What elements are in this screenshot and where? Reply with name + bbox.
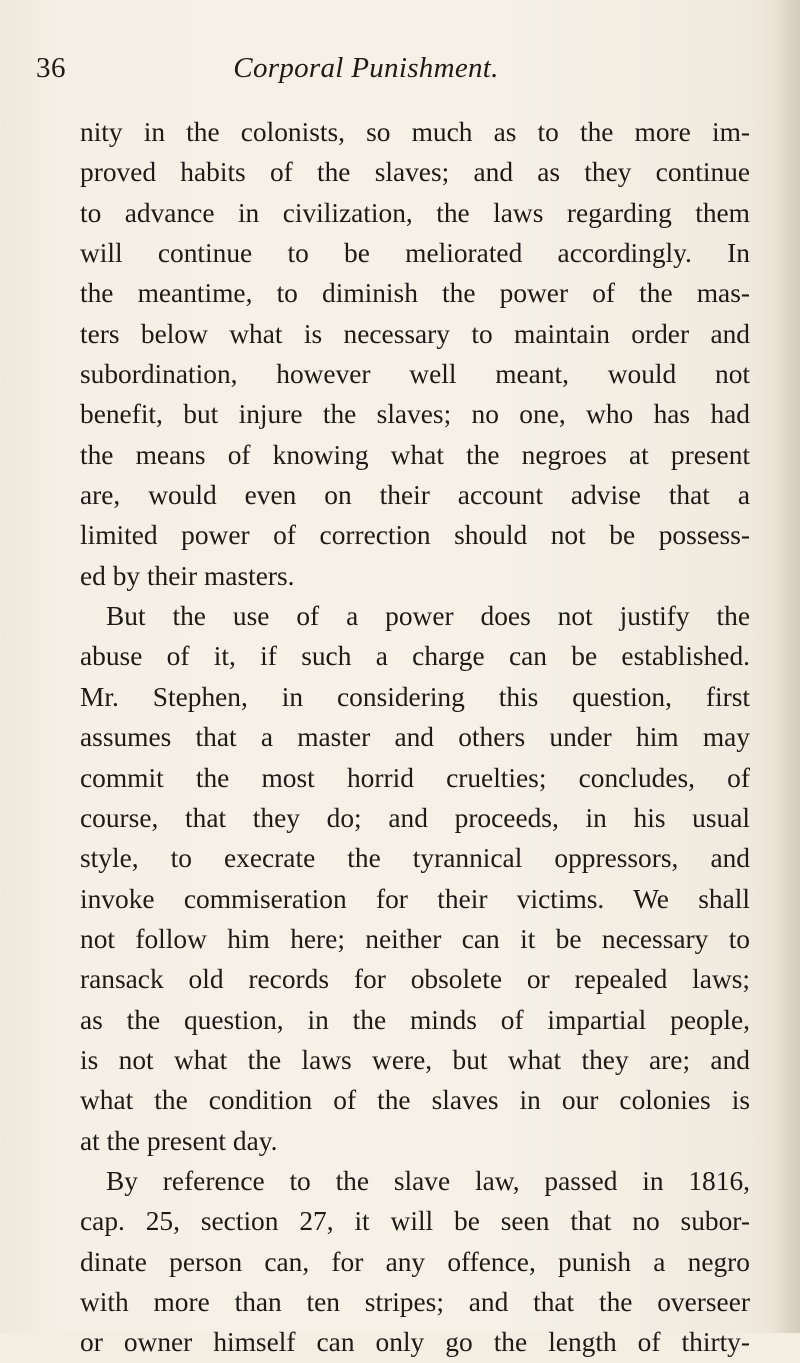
text-line: as the question, in the minds of impartial people, (80, 1004, 750, 1035)
text-line: style, to execrate the tyrannical oppressors, and (80, 843, 750, 874)
text-line: benefit, but injure the slaves; no one, who has had (80, 399, 750, 430)
text-line: invoke commiseration for their victims. We shall (80, 883, 750, 914)
text-line: dinate person can, for any offence, punish a negro (80, 1246, 750, 1277)
text-line: the means of knowing what the negroes at present (80, 439, 750, 470)
text-line: assumes that a master and others under him may (80, 722, 750, 753)
text-line: will continue to be meliorated accordingly. In (80, 238, 750, 269)
page-edge-shadow (772, 0, 800, 1333)
running-head (36, 52, 696, 92)
text-line: the meantime, to diminish the power of the mas- (80, 278, 750, 309)
text-line: are, would even on their account advise that a (80, 480, 750, 511)
text-line: what the condition of the slaves in our colonies is (80, 1085, 750, 1116)
text-line: not follow him here; neither can it be necessary to (80, 923, 750, 954)
page-number: 36 (36, 52, 66, 84)
text-line: at the present day. (80, 1125, 278, 1156)
text-line: By reference to the slave law, passed in 1816, (106, 1165, 750, 1196)
text-line: to advance in civilization, the laws regarding them (80, 197, 750, 228)
text-line: ters below what is necessary to maintain order and (80, 318, 750, 349)
text-line: proved habits of the slaves; and as they continue (80, 157, 750, 188)
text-line: course, that they do; and proceeds, in his usual (80, 802, 750, 833)
text-line: with more than ten stripes; and that the overseer (80, 1286, 750, 1317)
text-line: ed by their masters. (80, 560, 295, 591)
text-line: Mr. Stephen, in considering this question, first (80, 681, 750, 712)
text-line: But the use of a power does not justify the (106, 601, 750, 632)
text-line: nity in the colonists, so much as to the more im- (80, 117, 750, 147)
text-line: cap. 25, section 27, it will be seen that no subor- (80, 1206, 750, 1237)
running-title: Corporal Punishment. (233, 52, 499, 84)
text-line: ransack old records for obsolete or repealed laws; (80, 964, 750, 995)
text-line: is not what the laws were, but what they are; and (80, 1044, 750, 1075)
text-line: commit the most horrid cruelties; concludes, of (80, 762, 750, 793)
text-line: limited power of correction should not be possess- (80, 520, 750, 551)
text-line: subordination, however well meant, would not (80, 359, 750, 390)
text-line: abuse of it, if such a charge can be established. (80, 641, 750, 672)
body-text (80, 112, 750, 1363)
text-line: or owner himself can only go the length of thirty- (80, 1327, 750, 1358)
